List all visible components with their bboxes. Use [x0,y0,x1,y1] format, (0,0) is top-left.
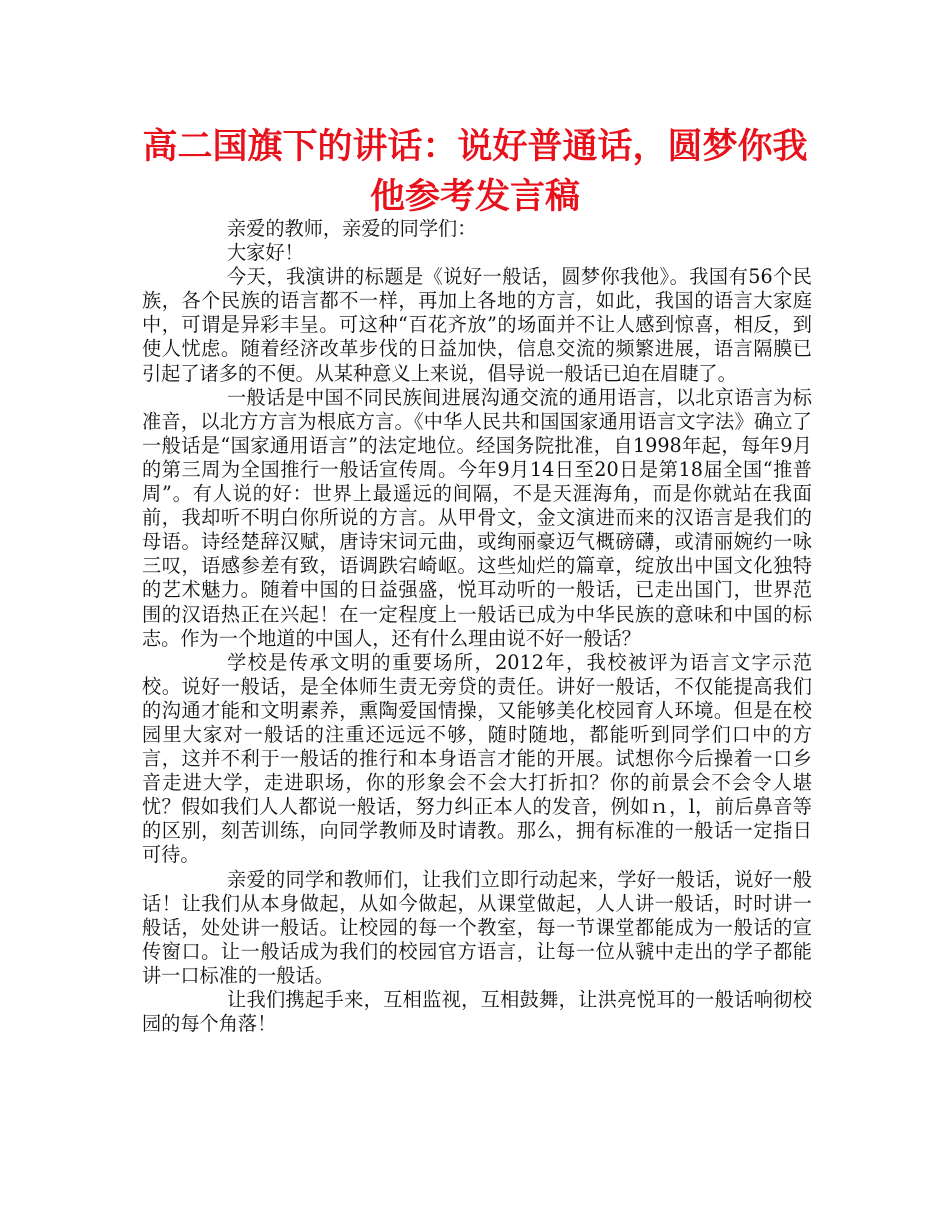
document-body [142,217,812,1036]
body-paragraph: 一般话是中国不同民族间进展沟通交流的通用语言，以北京语言为标准音，以北方方言为根底方言。《中华人民共和国国家通用语言文字法》确立了一般话是“国家通用语言”的法定地位。经国务院批准，自1998年起，每年9月的第三周为全国推行一般话宣传周。今年9月14日至20日是第18届全国“推普周”。有人说的好：世界上最遥远的间隔，不是天涯海角，而是你就站在我面前，我却听不明白你所说的方言。从甲骨文，金文演进而来的汉语言是我们的母语。诗经楚辞汉赋，唐诗宋词元曲，或绚丽豪迈气概磅礴，或清丽婉约一咏三叹，语感参差有致，语调跌宕崎岖。这些灿烂的篇章，绽放出中国文化独特的艺术魅力。随着中国的日益强盛，悦耳动听的一般话，已走出国门，世界范围的汉语热正在兴起！在一定程度上一般话已成为中华民族的意味和中国的标志。作为一个地道的中国人，还有什么理由说不好一般话？ [142,385,812,650]
salutation-line: 大家好！ [227,241,304,265]
greeting-line: 亲爱的教师，亲爱的同学们： [227,217,477,240]
body-paragraph: 学校是传承文明的重要场所，2012年，我校被评为语言文字示范校。说好一般话，是全体师生责无旁贷的责任。讲好一般话，不仅能提高我们的沟通才能和文明素养，熏陶爱国情操，又能够美化校园育人环境。但是在校园里大家对一般话的注重还远远不够，随时随地，都能听到同学们口中的方言，这并不利于一般话的推行和本身语言才能的开展。试想你今后操着一口乡音走进大学，走进职场，你的形象会不会大打折扣？你的前景会不会令人堪忧？假如我们人人都说一般话，努力纠正本人的发音，例如ｎ，l，前后鼻音等的区别，刻苦训练，向同学教师及时请教。那么，拥有标准的一般话一定指日可待。 [142,650,812,867]
body-paragraph: 今天，我演讲的标题是《说好一般话，圆梦你我他》。我国有56个民族，各个民族的语言都不一样，再加上各地的方言，如此，我国的语言大家庭中，可谓是异彩丰呈。可这种“百花齐放”的场面并不让人感到惊喜，相反，到使人忧虑。随着经济改革步伐的日益加快，信息交流的频繁进展，语言隔膜已引起了诸多的不便。从某种意义上来说，倡导说一般话已迫在眉睫了。 [142,265,812,385]
document-title: 高二国旗下的讲话：说好普通话，圆梦你我他参考发言稿 [142,127,808,217]
body-paragraph: 让我们携起手来，互相监视，互相鼓舞，让洪亮悦耳的一般话响彻校园的每个角落！ [142,988,812,1036]
body-paragraph: 亲爱的同学和教师们，让我们立即行动起来，学好一般话，说好一般话！让我们从本身做起，从如今做起，从课堂做起，人人讲一般话，时时讲一般话，处处讲一般话。让校园的每一个教室，每一节课堂都能成为一般话的宣传窗口。让一般话成为我们的校园官方语言，让每一位从虢中走出的学子都能讲一口标准的一般话。 [142,867,812,987]
